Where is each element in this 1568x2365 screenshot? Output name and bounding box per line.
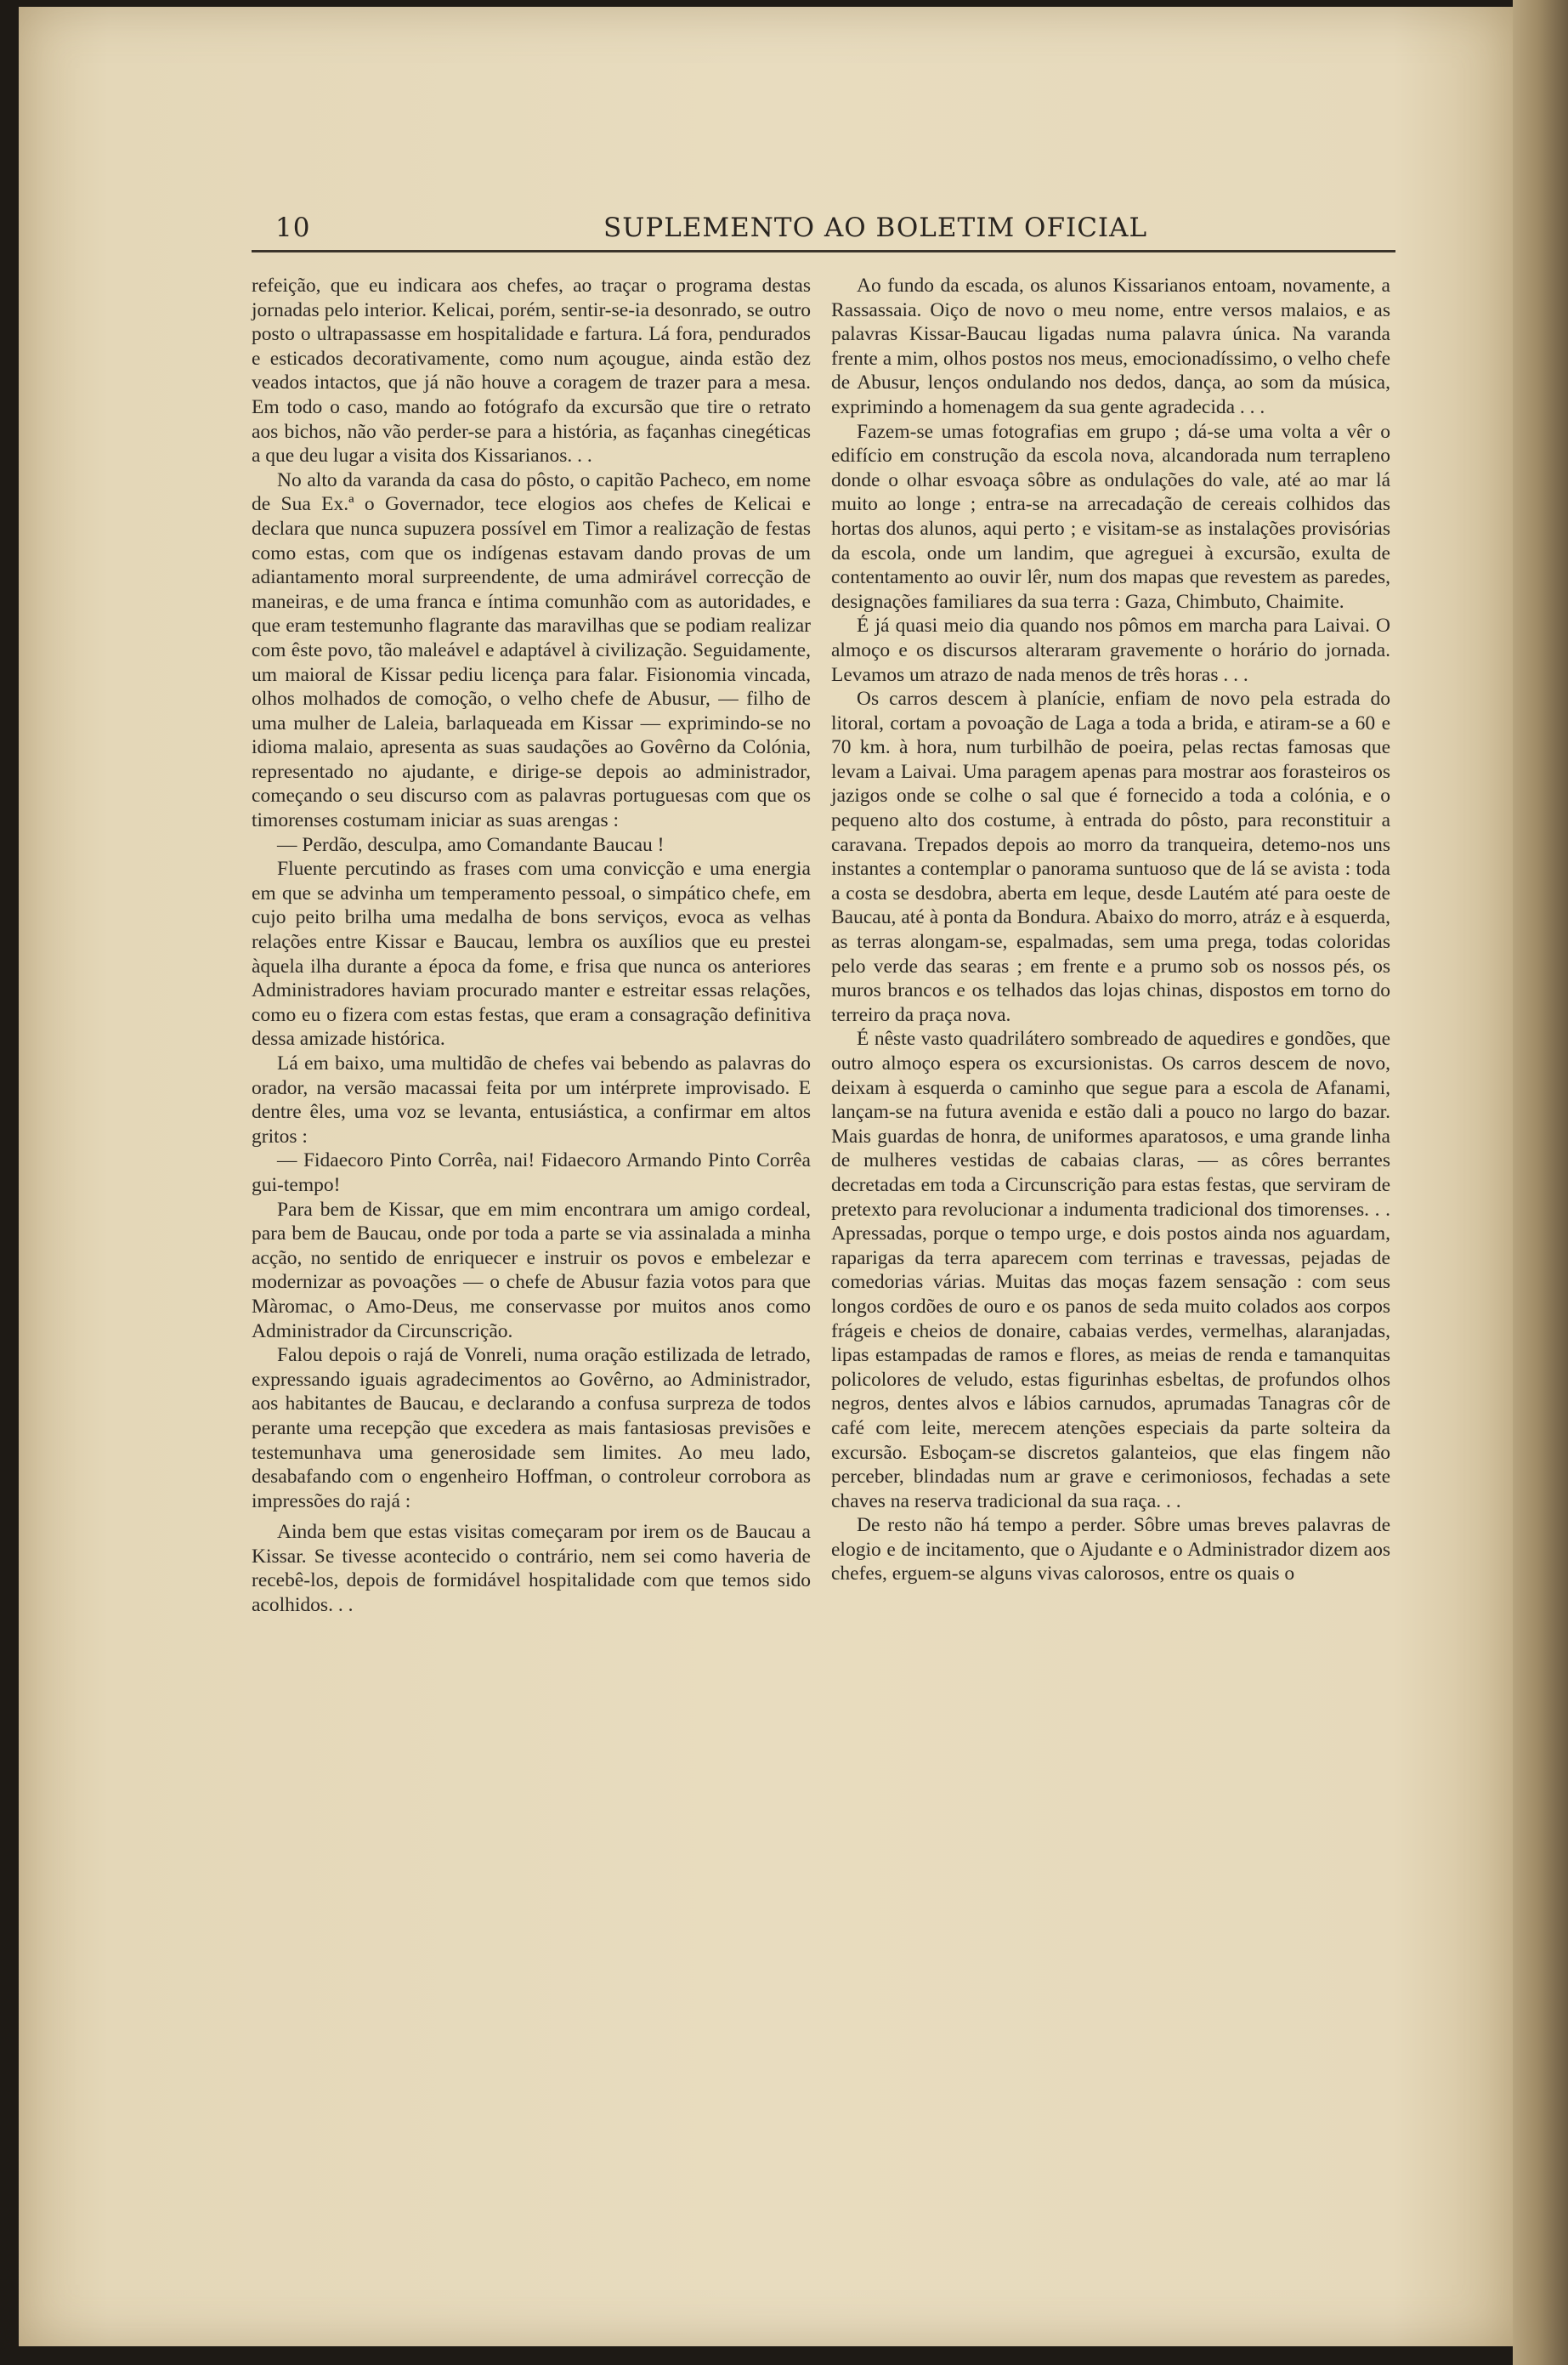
binding-edge [1513, 0, 1568, 2365]
left-column [252, 274, 811, 1618]
paragraph: Fazem-se umas fotografias em grupo ; dá-se uma volta a vêr o edifício em construção da escola nova, alcandorada num terrapleno donde o olhar esvoaça sôbre as ondulações do vale, até ao mar lá muito ao longe ; entra-se na arrecadação de cereais colhidos das hortas dos alunos, aqui perto ; e visitam-se as instalações provisórias da escola, onde um landim, que agreguei à excursão, exulta de contentamento ao ouvir lêr, num dos mapas que revestem as paredes, designações familiares da sua terra : Gaza, Chimbuto, Chaimite. [831, 420, 1390, 613]
paragraph: De resto não há tempo a perder. Sôbre umas breves palavras de elogio e de incitamento, que o Ajudante e o Administrador dizem aos chefes, erguem-se alguns vivas calorosos, entre os quais o [831, 1514, 1390, 1585]
paragraph: É já quasi meio dia quando nos pômos em marcha para Laivai. O almoço e os discursos alteraram gravemente o horário do jornada. Levamos um atrazo de nada menos de três horas . . . [831, 615, 1390, 686]
paragraph: refeição, que eu indicara aos chefes, ao traçar o programa destas jornadas pelo interior. Kelicai, porém, sentir-se-ia desonrado, se outro posto o ultrapassasse em hospitalidade e fartura. Lá fora, pendurados e esticados decorativamente, como num açougue, ainda estão dez veados intactos, que já não houve a coragem de trazer para a mesa. Em todo o caso, mando ao fotógrafo da excursão que tire o retrato aos bichos, não vão perder-se para a história, as façanhas cinegéticas a que deu lugar a visita dos Kissarianos. . . [252, 275, 811, 468]
paragraph: Lá em baixo, uma multidão de chefes vai bebendo as palavras do orador, na versão macassai feita por um intérprete improvisado. E dentre êles, uma voz se levanta, entusiástica, a confirmar em altos gritos : [252, 1052, 811, 1148]
paragraph: É nêste vasto quadrilátero sombreado de aquedires e gondões, que outro almoço espera os excursionistas. Os carros descem de novo, deixam à esquerda o caminho que segue para a escola de Afanami, lançam-se na futura avenida e estão dali a pouco no largo do bazar. Mais guardas de honra, de uniformes aparatosos, e uma grande linha de mulheres vestidas de cabaias claras, — as côres berrantes decretadas em toda a Circunscrição para estas festas, que serviram de pretexto para revolucionar a indumenta tradicional dos timorenses. . . Apressadas, porque o tempo urge, e dois postos ainda nos aguardam, raparigas da terra aparecem com terrinas e travessas, pejadas de comedorias várias. Muitas das moças fazem sensação : com seus longos cordões de ouro e os panos de seda muito colados aos corpos frágeis e cheios de donaire, cabaias verdes, vermelhas, alaranjadas, lipas estampadas de ramos e flores, as meias de renda e tamanquitas policolores de veludo, estas figurinhas esbeltas, de profundos olhos negros, dentes alvos e lábios carnudos, aprumadas Tanagras côr de café com leite, merecem atenções especiais da parte solteira da excursão. Esboçam-se discretos galanteios, que elas fingem não perceber, blindadas num ar grave e cerimoniosos, fechadas a sete chaves na reserva tradicional da sua raça. . . [831, 1028, 1390, 1512]
paragraph: Falou depois o rajá de Vonreli, numa oração estilizada de letrado, expressando iguais agradecimentos ao Govêrno, ao Administrador, aos habitantes de Baucau, e declarando a confusa surpreza de todos perante uma recepção que excedera as mais fantasiosas previsões e testemunhava uma generosidade sem limites. Ao meu lado, desabafando com o engenheiro Hoffman, o controleur corrobora as impressões do rajá : [252, 1344, 811, 1512]
quoted-speech: — Fidaecoro Pinto Corrêa, nai! Fidaecoro Armando Pinto Corrêa gui-tempo! [252, 1149, 811, 1196]
right-column [831, 274, 1390, 1586]
paragraph: Fluente percutindo as frases com uma convicção e uma energia em que se advinha um temperamento pessoal, o simpático chefe, em cujo peito brilha uma medalha de bons serviços, evoca as velhas relações entre Kissar e Baucau, lembra os auxílios que eu prestei àquela ilha durante a época da fome, e frisa que nunca os anteriores Administradores haviam procurado manter e estreitar essas relações, como eu o fizera com estas festas, que eram a consagração definitiva dessa amizade histórica. [252, 858, 811, 1051]
paragraph: Para bem de Kissar, que em mim encontrara um amigo cordeal, para bem de Baucau, onde por toda a parte se via assinalada a minha acção, no sentido de enriquecer e instruir os povos e embelezar e modernizar as povoações — o chefe de Abusur fazia votos para que Màromac, o Amo-Deus, me conservasse por muitos anos como Administrador da Circunscrição. [252, 1198, 811, 1342]
paragraph: Ainda bem que estas visitas começaram por irem os de Baucau a Kissar. Se tivesse acontecido o contrário, nem sei como haveria de recebê-los, depois de formidável hospitalidade com que temos sido acolhidos. . . [252, 1521, 811, 1617]
header-rule [252, 250, 1395, 252]
paragraph: Os carros descem à planície, enfiam de novo pela estrada do litoral, cortam a povoação de Laga a toda a brida, e atiram-se a 60 e 70 km. à hora, num turbilhão de poeira, pelas rectas famosas que levam a Laivai. Uma paragem apenas para mostrar aos forasteiros os jazigos onde se colhe o sal que é fornecido a toda a colónia, e o pequeno alto dos costume, à entrada do pôsto, para reconstituir a caravana. Trepados depois ao morro da tranqueira, detemo-nos uns instantes a contemplar o panorama suntuoso que de lá se avista : toda a costa se desdobra, aberta em leque, desde Lautém até para oeste de Baucau, até à ponta da Bondura. Abaixo do morro, atráz e à esquerda, as terras alongam-se, espalmadas, sem uma prega, todas coloridas pelo verde das searas ; em frente e a prumo sob os nossos pés, os muros brancos e os telhados das lojas chinas, dispostos em torno do terreiro da praça nova. [831, 688, 1390, 1026]
paragraph: No alto da varanda da casa do pôsto, o capitão Pacheco, em nome de Sua Ex.ª o Governador, tece elogios aos chefes de Kelicai e declara que nunca supuzera possível em Timor a realização de festas como estas, com que os indígenas estavam dando provas de um adiantamento moral surpreendente, de uma admirável correcção de maneiras, e de uma franca e íntima comunhão com as autoridades, e que eram testemunho flagrante das maravilhas que se podiam realizar com êste povo, tão maleável e adaptável à civilização. Seguidamente, um maioral de Kissar pediu licença para falar. Fisionomia vincada, olhos molhados de comoção, o velho chefe de Abusur, — filho de uma mulher de Laleia, barlaqueada em Kissar — exprimindo-se no idioma malaio, apresenta as suas saudações ao Govêrno da Colónia, representado no ajudante, e dirige-se depois ao administrador, começando o seu discurso com as palavras portuguesas com que os timorenses costumam iniciar as suas arengas : [252, 468, 811, 832]
quoted-speech: — Perdão, desculpa, amo Comandante Baucau ! [277, 833, 665, 856]
page-number: 10 [275, 213, 311, 243]
paragraph: Ao fundo da escada, os alunos Kissarianos entoam, novamente, a Rassassaia. Oiço de novo o meu nome, entre versos malaios, e as palavras Kissar-Baucau ligadas numa palavra única. Na varanda frente a mim, olhos postos nos meus, emocionadíssimo, o velho chefe de Abusur, lenços ondulando nos dedos, dança, ao som da música, exprimindo a homenagem da sua gente agradecida . . . [831, 275, 1390, 418]
running-title: SUPLEMENTO AO BOLETIM OFICIAL [603, 213, 1148, 243]
